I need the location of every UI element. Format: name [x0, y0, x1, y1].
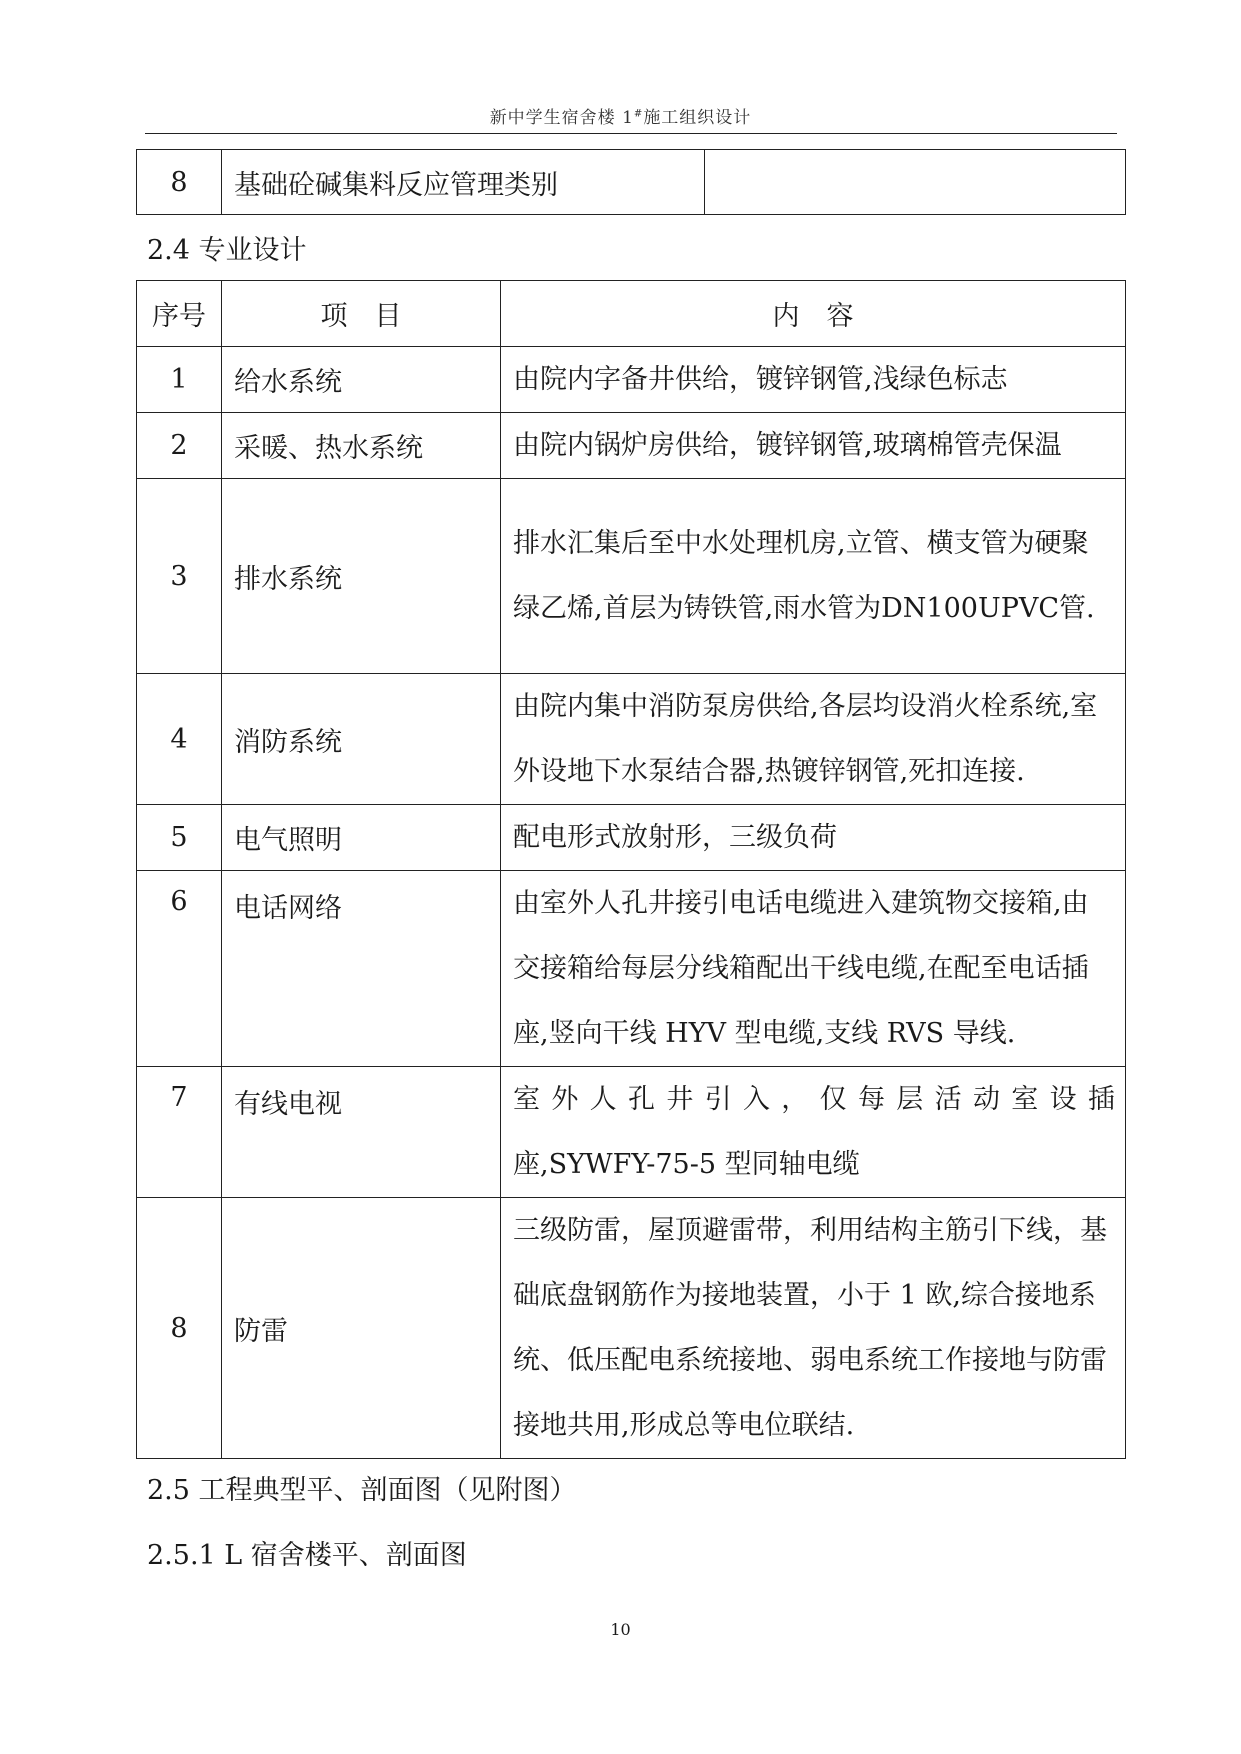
row-num: 8 [137, 1198, 222, 1459]
row-num: 2 [137, 413, 222, 479]
table-row [137, 150, 1126, 215]
section-heading-2-4: 2.4 专业设计 [147, 235, 307, 266]
table-header-row [137, 281, 1126, 347]
top-table-item: 基础砼碱集料反应管理类别 [222, 150, 705, 215]
top-table [136, 149, 1126, 215]
header-divider [145, 133, 1117, 134]
row-content: 由院内锅炉房供给，镀锌钢管,玻璃棉管壳保温 [501, 413, 1126, 479]
row-item: 电话网络 [222, 871, 501, 1067]
justified-char: 动 [972, 1084, 1000, 1115]
row-content [501, 1067, 1126, 1198]
justified-char: 井 [666, 1084, 694, 1115]
row-content: 配电形式放射形，三级负荷 [501, 805, 1126, 871]
row-content: 由室外人孔井接引电话电缆进入建筑物交接箱,由交接箱给每层分线箱配出干线电缆,在配至电话插座,竖向干线 HYV 型电缆,支线 RVS 导线. [501, 871, 1126, 1067]
header-title-sup: # [633, 108, 644, 120]
justified-char: 外 [551, 1084, 579, 1115]
header-num: 序号 [137, 281, 222, 347]
header-content: 内 容 [501, 281, 1126, 347]
row-num: 7 [137, 1067, 222, 1198]
table-row [137, 1067, 1126, 1198]
justified-char: 人 [589, 1084, 617, 1115]
row-num: 5 [137, 805, 222, 871]
justified-char: ， [781, 1084, 809, 1115]
justified-char: 引 [704, 1084, 732, 1115]
table-row [137, 871, 1126, 1067]
header-item: 项 目 [222, 281, 501, 347]
section-heading-2-5-1: 2.5.1 L 宿舍楼平、剖面图 [147, 1540, 467, 1571]
row-content: 排水汇集后至中水处理机房,立管、横支管为硬聚绿乙烯,首层为铸铁管,雨水管为DN100UPVC管. [501, 479, 1126, 674]
table-row [137, 347, 1126, 413]
page-number: 10 [610, 1620, 631, 1639]
table-row [137, 1198, 1126, 1459]
justified-char: 每 [857, 1084, 885, 1115]
justified-char: 活 [934, 1084, 962, 1115]
row-content-line: 座,SYWFY-75-5 型同轴电缆 [513, 1149, 860, 1180]
design-table [136, 280, 1126, 1459]
justified-char: 仅 [819, 1084, 847, 1115]
top-table-value [705, 150, 1126, 215]
row-num: 3 [137, 479, 222, 674]
row-content: 由院内集中消防泵房供给,各层均设消火栓系统,室外设地下水泵结合器,热镀锌钢管,死扣连接. [501, 674, 1126, 805]
row-item: 电气照明 [222, 805, 501, 871]
justified-char: 室 [513, 1084, 540, 1115]
row-num: 1 [137, 347, 222, 413]
row-content: 由院内字备井供给，镀锌钢管,浅绿色标志 [501, 347, 1126, 413]
row-item: 采暖、热水系统 [222, 413, 501, 479]
row-content-line [513, 1067, 1115, 1132]
section-heading-2-5: 2.5 工程典型平、剖面图（见附图） [147, 1475, 577, 1506]
header-title-post: 施工组织设计 [643, 108, 752, 128]
page-header [0, 103, 1241, 128]
justified-char: 设 [1049, 1084, 1077, 1115]
row-num: 4 [137, 674, 222, 805]
table-row [137, 479, 1126, 674]
row-item: 消防系统 [222, 674, 501, 805]
row-content: 三级防雷，屋顶避雷带，利用结构主筋引下线，基础底盘钢筋作为接地装置，小于 1 欧,综合接地系统、低压配电系统接地、弱电系统工作接地与防雷接地共用,形成总等电位联结. [501, 1198, 1126, 1459]
header-title-pre: 新中学生宿舍楼 1 [489, 108, 634, 128]
table-row [137, 413, 1126, 479]
top-table-num: 8 [137, 150, 222, 215]
table-row [137, 674, 1126, 805]
row-item: 防雷 [222, 1198, 501, 1459]
row-item: 给水系统 [222, 347, 501, 413]
justified-char: 插 [1087, 1084, 1115, 1115]
row-item: 排水系统 [222, 479, 501, 674]
justified-char: 孔 [627, 1084, 655, 1115]
justified-char: 室 [1011, 1084, 1039, 1115]
row-item: 有线电视 [222, 1067, 501, 1198]
row-num: 6 [137, 871, 222, 1067]
table-row [137, 805, 1126, 871]
justified-char: 层 [896, 1084, 924, 1115]
justified-char: 入 [742, 1084, 770, 1115]
